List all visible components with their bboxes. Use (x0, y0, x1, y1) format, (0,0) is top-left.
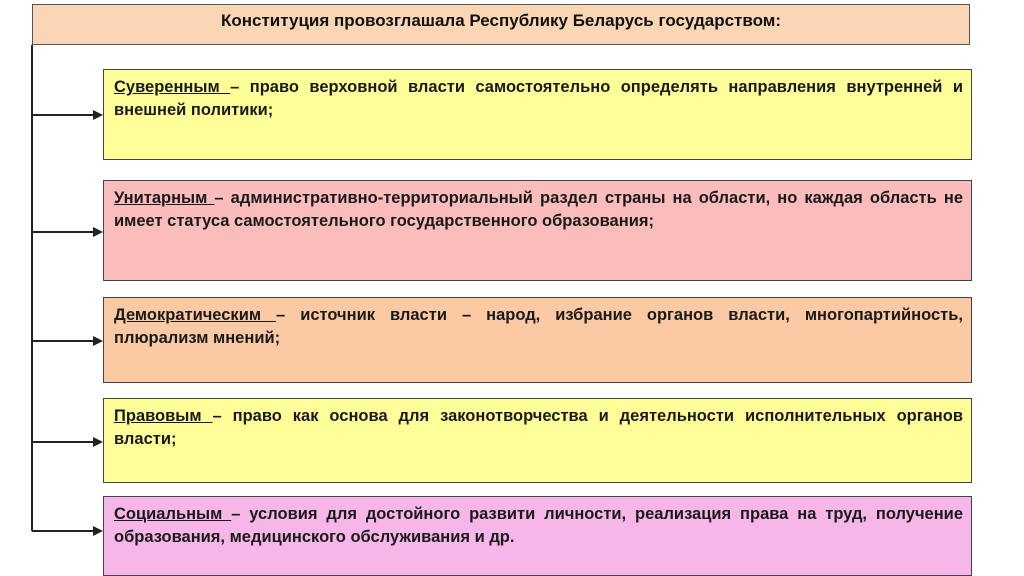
connector-trunk (31, 45, 33, 531)
arrow-2 (32, 231, 94, 233)
header-box (32, 4, 970, 45)
card-term: Унитарным (114, 189, 215, 207)
card-sovereign (103, 69, 972, 160)
card-text: – право верховной власти самостоятельно определять направления внутренней и внешней политики; (114, 78, 964, 119)
card-text: – условия для достойного развити личности, реализация права на труд, получение образования, медицинского обслуживания и др. (114, 505, 964, 546)
card-text: – административно-территориальный раздел страны на области, но каждая область не имеет статуса самостоятельного государственного образования; (114, 189, 963, 230)
arrow-4 (32, 441, 94, 443)
header-text: Конституция провозглашала Республику Беларусь государством: (220, 11, 781, 30)
card-term: Правовым (114, 407, 213, 425)
card-text: – право как основа для законотворчества и деятельности исполнительных органов власти; (114, 407, 963, 448)
card-term: Демократическим (114, 306, 277, 324)
card-term: Суверенным (114, 78, 231, 96)
card-text: – источник власти – народ, избрание органов власти, многопартийность, плюрализм мнений; (114, 306, 963, 347)
card-democratic (103, 297, 972, 383)
card-social (103, 496, 972, 576)
arrow-1 (32, 114, 94, 116)
card-legal (103, 398, 972, 483)
arrow-5 (32, 530, 94, 532)
arrow-3 (32, 340, 94, 342)
card-term: Социальным (114, 505, 232, 523)
card-unitary (103, 180, 972, 281)
